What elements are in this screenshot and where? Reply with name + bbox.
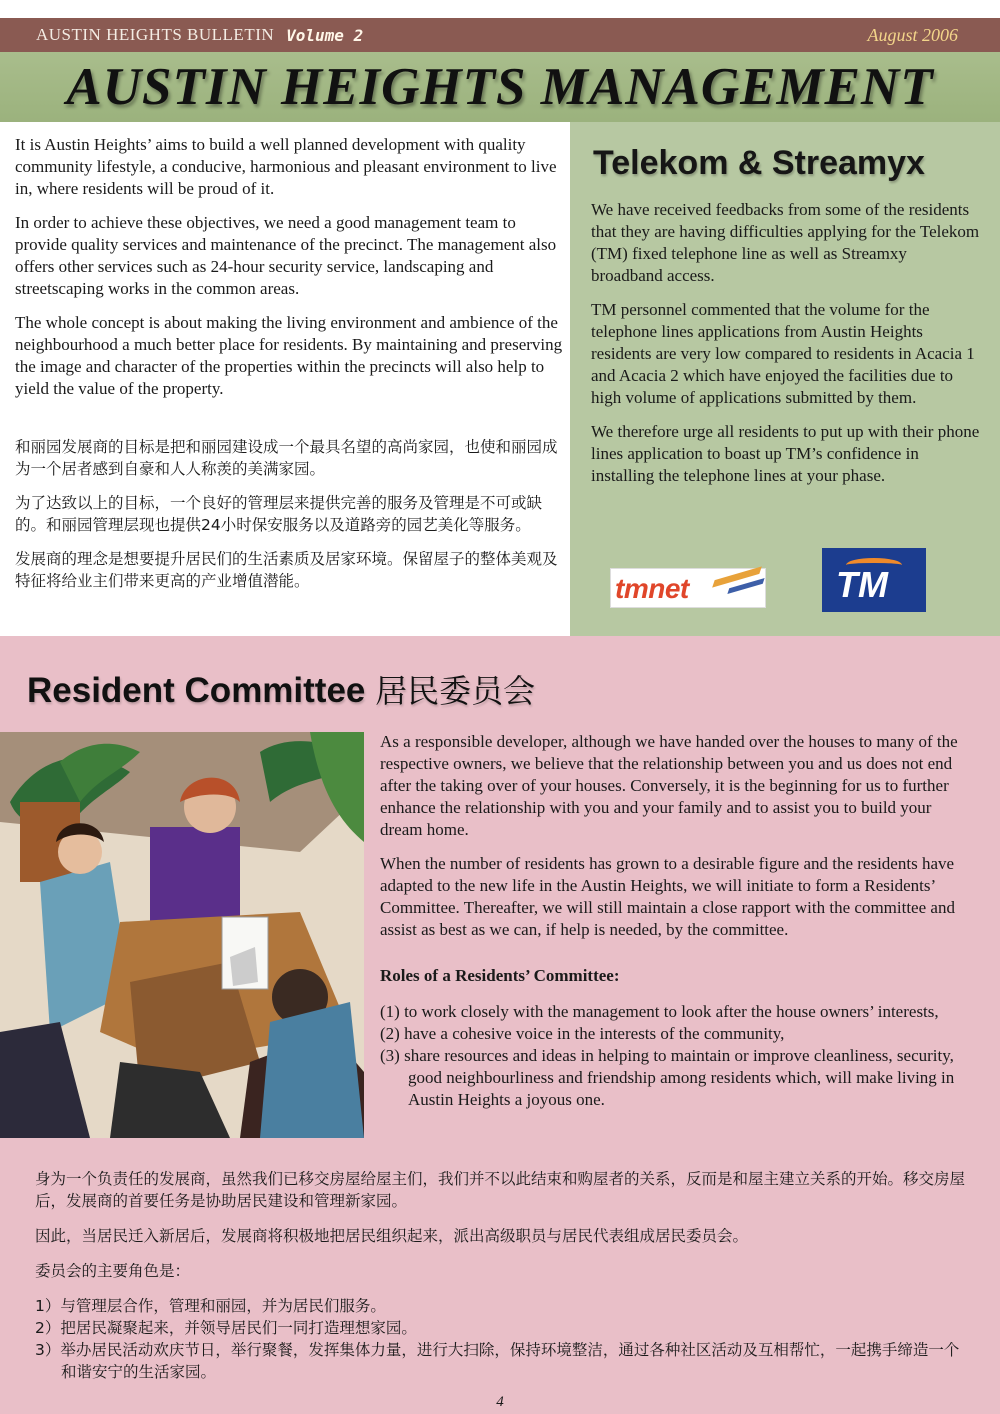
- logo-row: [610, 548, 990, 618]
- header-bar: [0, 18, 1000, 52]
- telekom-panel: [570, 122, 1000, 636]
- committee-paragraph-zh: 因此，当居民迁入新居后，发展商将积极地把居民组织起来，派出高级职员与居民代表组成居民委员会。: [35, 1227, 749, 1245]
- roles-list-zh: [35, 1295, 965, 1383]
- management-paragraph-zh: 和丽园发展商的目标是把和丽园建设成一个最具名望的高尚家园，也使和丽园成为一个居者感到自豪和人人称羡的美满家园。: [15, 438, 558, 478]
- management-paragraph: It is Austin Heights’ aims to build a well planned development with quality community lifestyle, a conducive, harmonious and pleasant environment to live in, where residents will be proud of it.: [15, 135, 557, 198]
- management-column: [15, 134, 563, 604]
- tmnet-logo: tmnet: [610, 568, 766, 608]
- telekom-heading: Telekom & Streamyx: [593, 144, 925, 182]
- committee-paragraph: When the number of residents has grown to a desirable figure and the residents have adapted to the new life in the Austin Heights, we will initiate to form a Residents’ Committee. Thereafter, we will still maintain a close rapport with the committee and assist as best as we can, if help is needed, by the committee.: [380, 854, 955, 939]
- list-item: (2) have a cohesive voice in the interests of the community,: [380, 1024, 785, 1043]
- committee-heading: Resident Committee 居民委员会: [27, 671, 536, 710]
- telekom-paragraph: We have received feedbacks from some of the residents that they are having difficulties applying for the Telekom (TM) fixed telephone line as well as Streamxy broadband access.: [591, 200, 980, 285]
- management-paragraph-zh: 发展商的理念是想要提升居民们的生活素质及居家环境。保留屋子的整体美观及特征将给业主们带来更高的产业增值潜能。: [15, 550, 558, 590]
- management-paragraph: The whole concept is about making the living environment and ambience of the neighbourhood a much better place for residents. By maintaining and preserving the image and character of the properties within the precincts will also help to yield the value of the property.: [15, 313, 563, 398]
- issue-date: August 2006: [867, 24, 958, 45]
- list-item: (3) share resources and ideas in helping to maintain or improve cleanliness, security, good neighbourliness and friendship among residents which, will make living in Austin Heights a joyous one.: [380, 1046, 955, 1109]
- title-banner: [0, 52, 1000, 122]
- bulletin-name: AUSTIN HEIGHTS BULLETIN: [36, 25, 275, 44]
- tm-logo: TM: [822, 548, 926, 612]
- list-item: 1）与管理层合作，管理和丽园，并为居民们服务。: [35, 1297, 386, 1315]
- telekom-paragraph: We therefore urge all residents to put up with their phone lines application to boast up TM’s confidence in installing the telephone lines at your phase.: [591, 422, 980, 485]
- committee-paragraph: As a responsible developer, although we have handed over the houses to many of the respective owners, we believe that the relationship between you and us does not end after the taking over of your houses. Conversely, it is the beginning for us to further enhance the relationship with you and your family and to assist you to build your dream home.: [380, 732, 958, 839]
- list-item: (1) to work closely with the management to look after the house owners’ interests,: [380, 1002, 939, 1021]
- list-item: 3）举办居民活动欢庆节日，举行聚餐，发挥集体力量，进行大扫除，保持环境整洁，通过各种社区活动及互相帮忙，一起携手缔造一个和谐安宁的生活家园。: [35, 1341, 960, 1381]
- roles-list: [380, 1001, 970, 1111]
- volume-label: Volume 2: [286, 25, 364, 45]
- committee-paragraph-zh: 身为一个负责任的发展商，虽然我们已移交房屋给屋主们，我们并不以此结束和购屋者的关系，反而是和屋主建立关系的开始。移交房屋后，发展商的首要任务是协助居民建设和管理新家园。: [35, 1170, 966, 1210]
- list-item: 2）把居民凝聚起来，并领导居民们一同打造理想家园。: [35, 1319, 417, 1337]
- committee-section: [0, 636, 1000, 1414]
- page-number: 4: [496, 1394, 504, 1410]
- page-title: AUSTIN HEIGHTS MANAGEMENT: [66, 58, 934, 116]
- telekom-paragraph: TM personnel commented that the volume for the telephone lines applications from Austin Heights residents are very low compared to residents in Acacia 1 and Acacia 2 which have enjoyed the facilities due to high volume of applications submitted by them.: [591, 300, 975, 407]
- committee-paragraph-zh: 委员会的主要角色是：: [35, 1262, 191, 1280]
- committee-text-zh: [35, 1168, 965, 1383]
- management-paragraph: In order to achieve these objectives, we need a good management team to provide quality services and maintenance of the precinct. The management also offers other services such as 24-hour security service, landscaping and streetscaping works in the common areas.: [15, 213, 557, 298]
- roles-heading: Roles of a Residents’ Committee:: [380, 966, 620, 985]
- committee-text: [380, 731, 970, 1111]
- management-paragraph-zh: 为了达致以上的目标，一个良好的管理层来提供完善的服务及管理是不可或缺的。和丽园管理层现也提供24小时保安服务以及道路旁的园艺美化等服务。: [15, 494, 543, 534]
- meeting-illustration: [0, 732, 364, 1138]
